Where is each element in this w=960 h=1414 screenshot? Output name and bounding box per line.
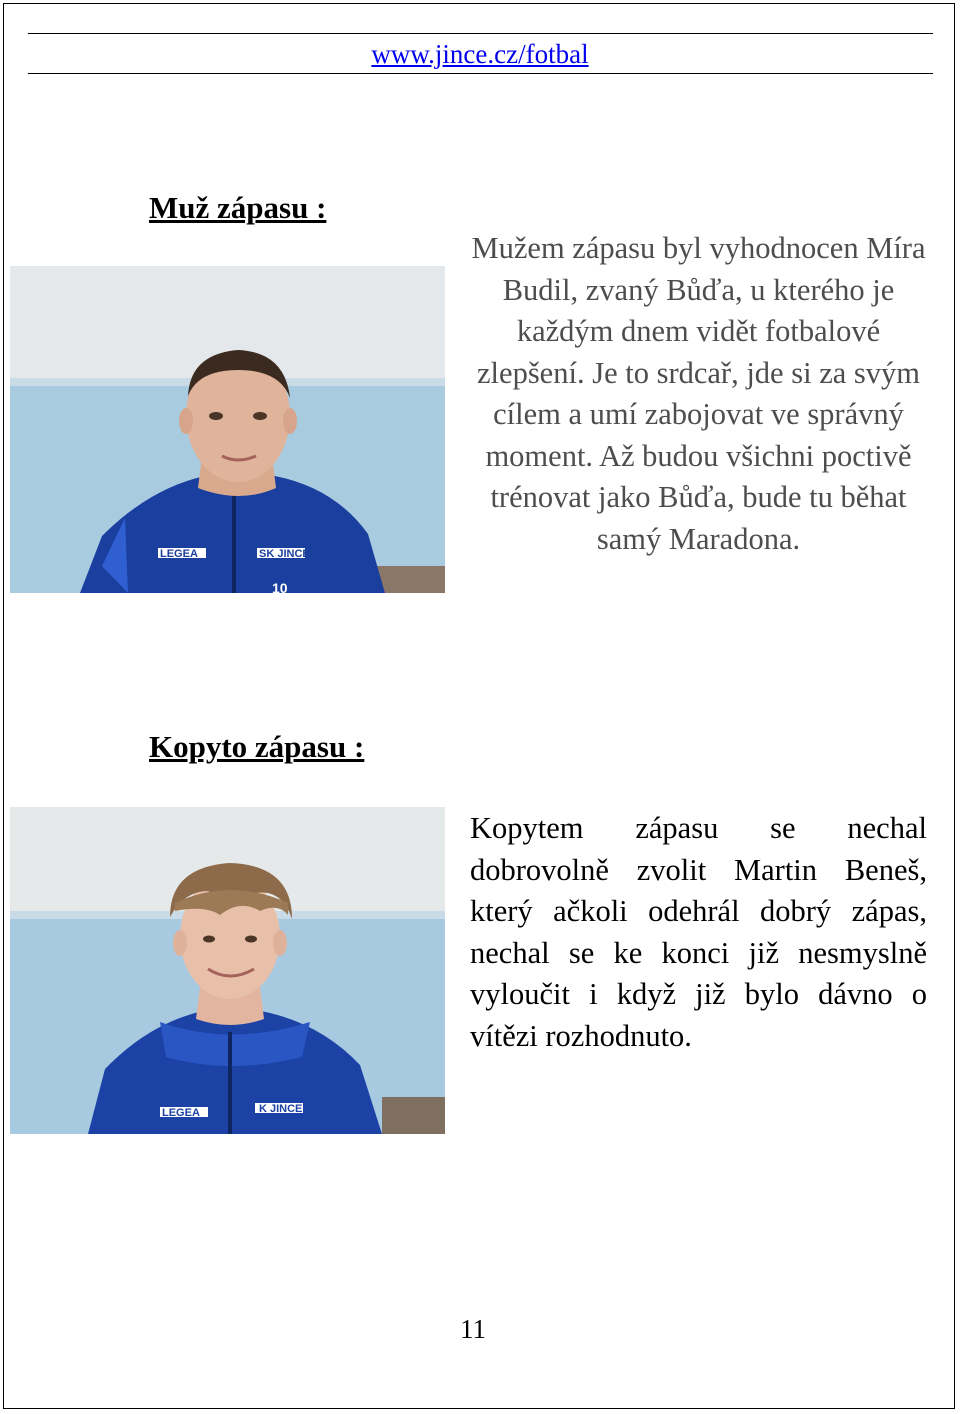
man-of-match-photo <box>10 266 445 593</box>
header-link[interactable]: www.jince.cz/fotbal <box>371 39 589 69</box>
page-number: 11 <box>460 1314 486 1344</box>
jersey-brand-text: LEGEA <box>162 1107 200 1119</box>
jersey-number-text: 10 <box>272 580 288 593</box>
hoof-of-match-photo <box>10 807 445 1134</box>
hoof-of-match-heading: Kopyto zápasu : <box>149 729 365 764</box>
jersey-club-text: SK JINCE <box>259 548 310 560</box>
jersey-brand-text: LEGEA <box>160 548 198 560</box>
man-of-match-text: Mužem zápasu byl vyhodnocen Míra Budil, zvaný Bůďa, u kterého je každým dnem vidět fotbalové zlepšení. Je to srdcař, jde si za svým cílem a umí zabojovat ve správný moment. Až budou všichni poctivě trénovat jako Bůďa, bude tu běhat samý Maradona. <box>471 231 926 556</box>
hoof-of-match-text: Kopytem zápasu se nechal dobrovolně zvolit Martin Beneš, který ačkoli odehrál dobrý zápas, nechal se ke konci již nesmyslně vyloučit i když již bylo dávno o vítězi rozhodnuto. <box>470 811 927 1053</box>
jersey-club-text: K JINCE <box>259 1103 303 1115</box>
header-top-rule <box>28 33 933 34</box>
header-bottom-rule <box>28 73 933 74</box>
man-of-match-heading: Muž zápasu : <box>149 190 327 225</box>
page-frame <box>3 3 955 1409</box>
